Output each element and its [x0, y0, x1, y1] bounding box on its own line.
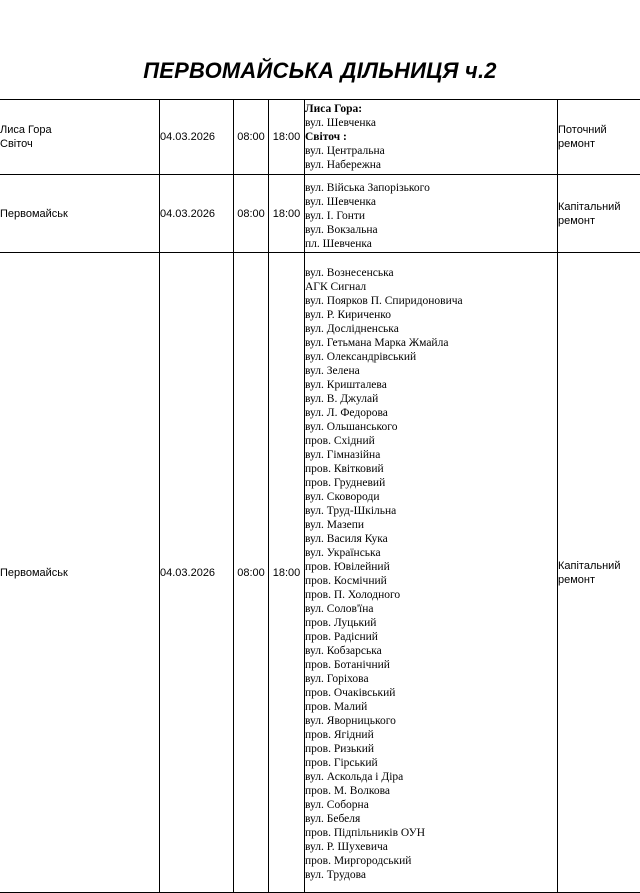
street-item: пров. Східний: [305, 434, 557, 448]
street-item: вул. Набережна: [305, 158, 557, 172]
street-item: вул. Гетьмана Марка Жмайла: [305, 336, 557, 350]
date-cell: 04.03.2026: [160, 253, 234, 893]
location-cell: [0, 175, 160, 253]
street-item: АГК Сигнал: [305, 280, 557, 294]
street-item: пров. Луцький: [305, 616, 557, 630]
work-type-line: ремонт: [558, 214, 640, 228]
street-item: вул. Центральна: [305, 144, 557, 158]
street-item: вул. Василя Кука: [305, 532, 557, 546]
street-item: пл. Шевченка: [305, 237, 557, 251]
start-time-cell: 08:00: [234, 175, 269, 253]
street-item: пров. Ювілейний: [305, 560, 557, 574]
street-item: вул. Мазепи: [305, 518, 557, 532]
end-time-cell: 18:00: [269, 175, 305, 253]
street-item: вул. І. Гонти: [305, 209, 557, 223]
street-item: вул. Ольшанського: [305, 420, 557, 434]
street-item: пров. Ботанічний: [305, 658, 557, 672]
streets-cell: [305, 175, 558, 253]
street-item: вул. Горіхова: [305, 672, 557, 686]
street-item: вул. Шевченка: [305, 195, 557, 209]
street-item: пров. Радісний: [305, 630, 557, 644]
start-time-cell: 08:00: [234, 253, 269, 893]
street-item: вул. Українська: [305, 546, 557, 560]
table-row: [0, 175, 640, 253]
street-item: вул. Труд-Шкільна: [305, 504, 557, 518]
location-line: Світоч: [0, 137, 159, 151]
streets-cell: [305, 100, 558, 175]
location-line: Лиса Гора: [0, 123, 159, 137]
street-item: вул. Вознесенська: [305, 266, 557, 280]
street-item: вул. Поярков П. Спиридоновича: [305, 294, 557, 308]
street-item: пров. Малий: [305, 700, 557, 714]
street-item: пров. Квітковий: [305, 462, 557, 476]
street-item: пров. Очаківський: [305, 686, 557, 700]
street-item: вул. В. Джулай: [305, 392, 557, 406]
street-item: пров. П. Холодного: [305, 588, 557, 602]
street-item: пров. Космічний: [305, 574, 557, 588]
street-item: вул. Дослідненська: [305, 322, 557, 336]
settlement-heading: Світоч :: [305, 130, 557, 144]
work-type-cell: [558, 100, 640, 175]
street-item: пров. Підпільників ОУН: [305, 826, 557, 840]
work-type-line: Капітальний: [558, 559, 640, 573]
location-line: Первомайськ: [0, 207, 159, 221]
street-item: вул. Р. Шухевича: [305, 840, 557, 854]
street-item: вул. Зелена: [305, 364, 557, 378]
location-cell: [0, 100, 160, 175]
work-type-line: Поточний: [558, 123, 640, 137]
street-item: вул. Кобзарська: [305, 644, 557, 658]
street-item: вул. Трудова: [305, 868, 557, 882]
end-time-cell: 18:00: [269, 100, 305, 175]
work-type-line: ремонт: [558, 573, 640, 587]
street-item: пров. М. Волкова: [305, 784, 557, 798]
work-type-line: Капітальний: [558, 200, 640, 214]
street-item: пров. Миргородський: [305, 854, 557, 868]
location-cell: [0, 253, 160, 893]
street-item: вул. Яворницького: [305, 714, 557, 728]
street-item: пров. Ягідний: [305, 728, 557, 742]
settlement-heading: Лиса Гора:: [305, 102, 557, 116]
table-row: [0, 253, 640, 893]
street-item: вул. Сковороди: [305, 490, 557, 504]
street-item: вул. Війська Запорізького: [305, 181, 557, 195]
street-item: вул. Р. Кириченко: [305, 308, 557, 322]
street-item: вул. Соборна: [305, 798, 557, 812]
street-item: пров. Гірський: [305, 756, 557, 770]
street-item: вул. Олександрівський: [305, 350, 557, 364]
date-cell: 04.03.2026: [160, 100, 234, 175]
table-row: [0, 100, 640, 175]
start-time-cell: 08:00: [234, 100, 269, 175]
street-item: пров. Грудневий: [305, 476, 557, 490]
work-type-cell: [558, 175, 640, 253]
end-time-cell: 18:00: [269, 253, 305, 893]
work-type-cell: [558, 253, 640, 893]
streets-cell: [305, 253, 558, 893]
street-item: вул. Солов'їна: [305, 602, 557, 616]
street-item: пров. Ризький: [305, 742, 557, 756]
street-item: вул. Л. Федорова: [305, 406, 557, 420]
page-title: ПЕРВОМАЙСЬКА ДІЛЬНИЦЯ ч.2: [0, 58, 640, 84]
outage-schedule-table: [0, 99, 640, 893]
location-line: Первомайськ: [0, 566, 159, 580]
work-type-line: ремонт: [558, 137, 640, 151]
street-item: вул. Шевченка: [305, 116, 557, 130]
date-cell: 04.03.2026: [160, 175, 234, 253]
street-item: вул. Кришталева: [305, 378, 557, 392]
street-item: вул. Аскольда і Діра: [305, 770, 557, 784]
street-item: вул. Гімназійна: [305, 448, 557, 462]
street-item: вул. Вокзальна: [305, 223, 557, 237]
street-item: вул. Бебеля: [305, 812, 557, 826]
